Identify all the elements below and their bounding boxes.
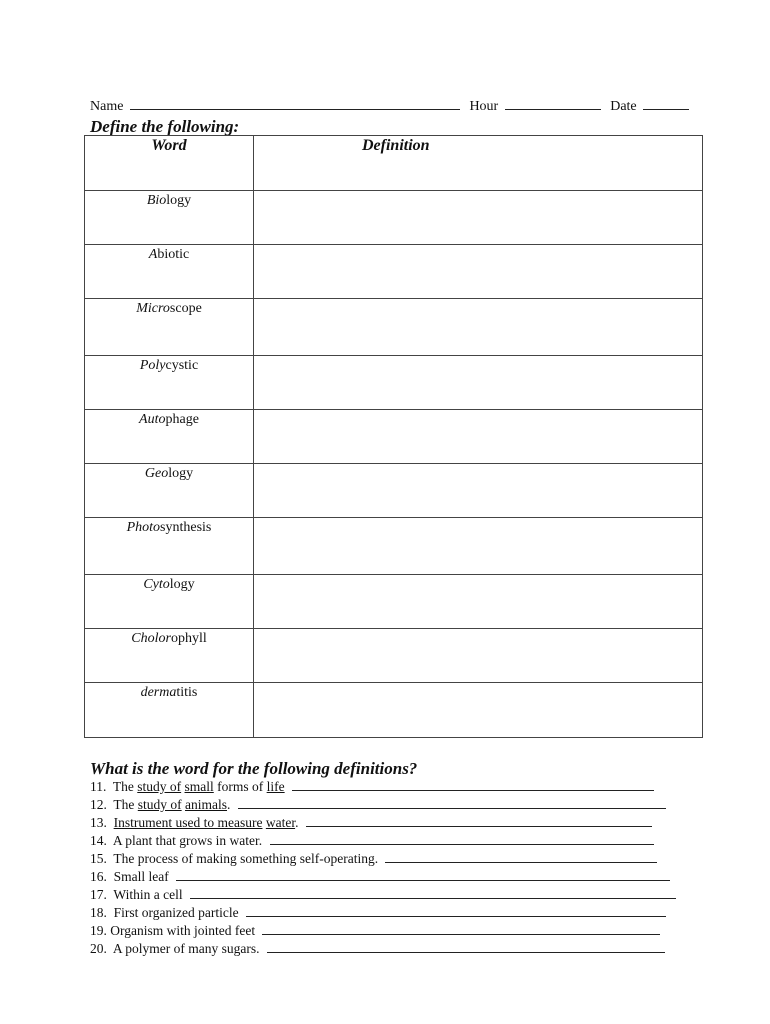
table-row bbox=[85, 629, 703, 683]
definition-cell[interactable] bbox=[254, 683, 703, 738]
table-row bbox=[85, 518, 703, 575]
question-text: First organized particle bbox=[113, 905, 239, 920]
question-15 bbox=[90, 851, 657, 867]
question-14 bbox=[90, 833, 654, 849]
question-13 bbox=[90, 815, 652, 831]
answer-blank[interactable] bbox=[262, 923, 660, 935]
question-16 bbox=[90, 869, 670, 885]
word-prefix: Auto bbox=[139, 412, 166, 427]
date-field[interactable] bbox=[643, 97, 689, 110]
answer-blank[interactable] bbox=[270, 833, 654, 845]
word-suffix: phage bbox=[165, 412, 199, 427]
answer-blank[interactable] bbox=[267, 941, 665, 953]
question-number: 17. bbox=[90, 887, 107, 902]
word-cell bbox=[85, 299, 254, 356]
word-suffix: logy bbox=[168, 466, 194, 481]
hour-label: Hour bbox=[469, 99, 499, 114]
table-row bbox=[85, 683, 703, 738]
header-line bbox=[90, 97, 689, 115]
answer-blank[interactable] bbox=[306, 815, 652, 827]
word-suffix: scope bbox=[169, 301, 202, 316]
definition-cell[interactable] bbox=[254, 299, 703, 356]
word-prefix: derma bbox=[140, 685, 177, 700]
word-suffix: ophyll bbox=[170, 631, 207, 646]
word-prefix: Photo bbox=[126, 520, 161, 535]
definition-cell[interactable] bbox=[254, 410, 703, 464]
question-12 bbox=[90, 797, 666, 813]
answer-blank[interactable] bbox=[190, 887, 676, 899]
date-label: Date bbox=[610, 99, 637, 114]
definition-column-label: Definition bbox=[362, 137, 430, 154]
definition-cell[interactable] bbox=[254, 629, 703, 683]
table-row bbox=[85, 191, 703, 245]
question-text-underlined: small bbox=[184, 779, 214, 794]
word-prefix: A bbox=[148, 247, 158, 262]
word-cell bbox=[85, 518, 254, 575]
word-suffix: logy bbox=[169, 577, 195, 592]
question-text: A plant that grows in water. bbox=[112, 833, 263, 848]
word-prefix: Cyto bbox=[143, 577, 170, 592]
question-text: Small leaf bbox=[113, 869, 169, 884]
definition-column-header bbox=[254, 136, 703, 191]
question-17 bbox=[90, 887, 676, 903]
question-number: 13. bbox=[90, 815, 107, 830]
word-prefix: Poly bbox=[139, 358, 166, 373]
question-text-underlined: study of bbox=[137, 797, 182, 812]
name-label: Name bbox=[90, 99, 124, 114]
definition-cell[interactable] bbox=[254, 191, 703, 245]
definitions-table bbox=[84, 135, 703, 738]
answer-blank[interactable] bbox=[246, 905, 666, 917]
table-row bbox=[85, 410, 703, 464]
table-row bbox=[85, 299, 703, 356]
question-text: A polymer of many sugars. bbox=[112, 941, 260, 956]
word-column-header: Word bbox=[85, 136, 254, 191]
word-cell bbox=[85, 191, 254, 245]
table-row bbox=[85, 464, 703, 518]
question-number: 14. bbox=[90, 833, 107, 848]
question-text-underlined: water bbox=[265, 815, 296, 830]
question-number: 18. bbox=[90, 905, 107, 920]
question-11 bbox=[90, 779, 654, 795]
word-cell bbox=[85, 410, 254, 464]
word-suffix: biotic bbox=[157, 247, 190, 262]
question-number: 20. bbox=[90, 941, 107, 956]
question-20 bbox=[90, 941, 665, 957]
word-prefix: Bio bbox=[146, 193, 167, 208]
definition-cell[interactable] bbox=[254, 575, 703, 629]
word-cell bbox=[85, 245, 254, 299]
word-suffix: cystic bbox=[165, 358, 199, 373]
table-row bbox=[85, 575, 703, 629]
word-cell bbox=[85, 575, 254, 629]
question-text-underlined: life bbox=[266, 779, 285, 794]
question-text: The process of making something self-operating. bbox=[113, 851, 379, 866]
word-cell bbox=[85, 356, 254, 410]
question-number: 16. bbox=[90, 869, 107, 884]
question-text: The bbox=[113, 797, 135, 812]
definition-cell[interactable] bbox=[254, 464, 703, 518]
answer-blank[interactable] bbox=[292, 779, 654, 791]
question-text: Within a cell bbox=[113, 887, 183, 902]
question-number: 11. bbox=[90, 779, 107, 794]
word-suffix: logy bbox=[166, 193, 192, 208]
word-for-definition-title: What is the word for the following definitions? bbox=[90, 759, 418, 778]
word-prefix: Geo bbox=[144, 466, 169, 481]
question-19 bbox=[90, 923, 660, 939]
table-row bbox=[85, 245, 703, 299]
word-prefix: Cholor bbox=[131, 631, 171, 646]
hour-field[interactable] bbox=[505, 97, 601, 110]
question-number: 15. bbox=[90, 851, 107, 866]
question-text: . bbox=[227, 797, 231, 812]
question-text: Organism with jointed feet bbox=[110, 923, 256, 938]
question-text-underlined: Instrument used to measure bbox=[113, 815, 263, 830]
question-text-underlined: study of bbox=[137, 779, 182, 794]
definition-cell[interactable] bbox=[254, 518, 703, 575]
name-field[interactable] bbox=[130, 97, 460, 110]
word-cell bbox=[85, 683, 254, 738]
word-cell bbox=[85, 629, 254, 683]
word-suffix: titis bbox=[176, 685, 198, 700]
word-prefix: Micro bbox=[136, 301, 170, 316]
word-suffix: synthesis bbox=[160, 520, 212, 535]
question-text-underlined: animals bbox=[185, 797, 228, 812]
table-row bbox=[85, 356, 703, 410]
definition-cell[interactable] bbox=[254, 245, 703, 299]
table-header-row bbox=[85, 136, 703, 191]
answer-blank[interactable] bbox=[385, 851, 657, 863]
question-number: 12. bbox=[90, 797, 107, 812]
question-text: . bbox=[295, 815, 299, 830]
question-text: The bbox=[112, 779, 134, 794]
question-text: forms of bbox=[217, 779, 264, 794]
question-number: 19. bbox=[90, 923, 107, 938]
definition-cell[interactable] bbox=[254, 356, 703, 410]
answer-blank[interactable] bbox=[176, 869, 670, 881]
define-section-title: Define the following: bbox=[90, 117, 240, 136]
word-cell bbox=[85, 464, 254, 518]
question-18 bbox=[90, 905, 666, 921]
answer-blank[interactable] bbox=[238, 797, 666, 809]
